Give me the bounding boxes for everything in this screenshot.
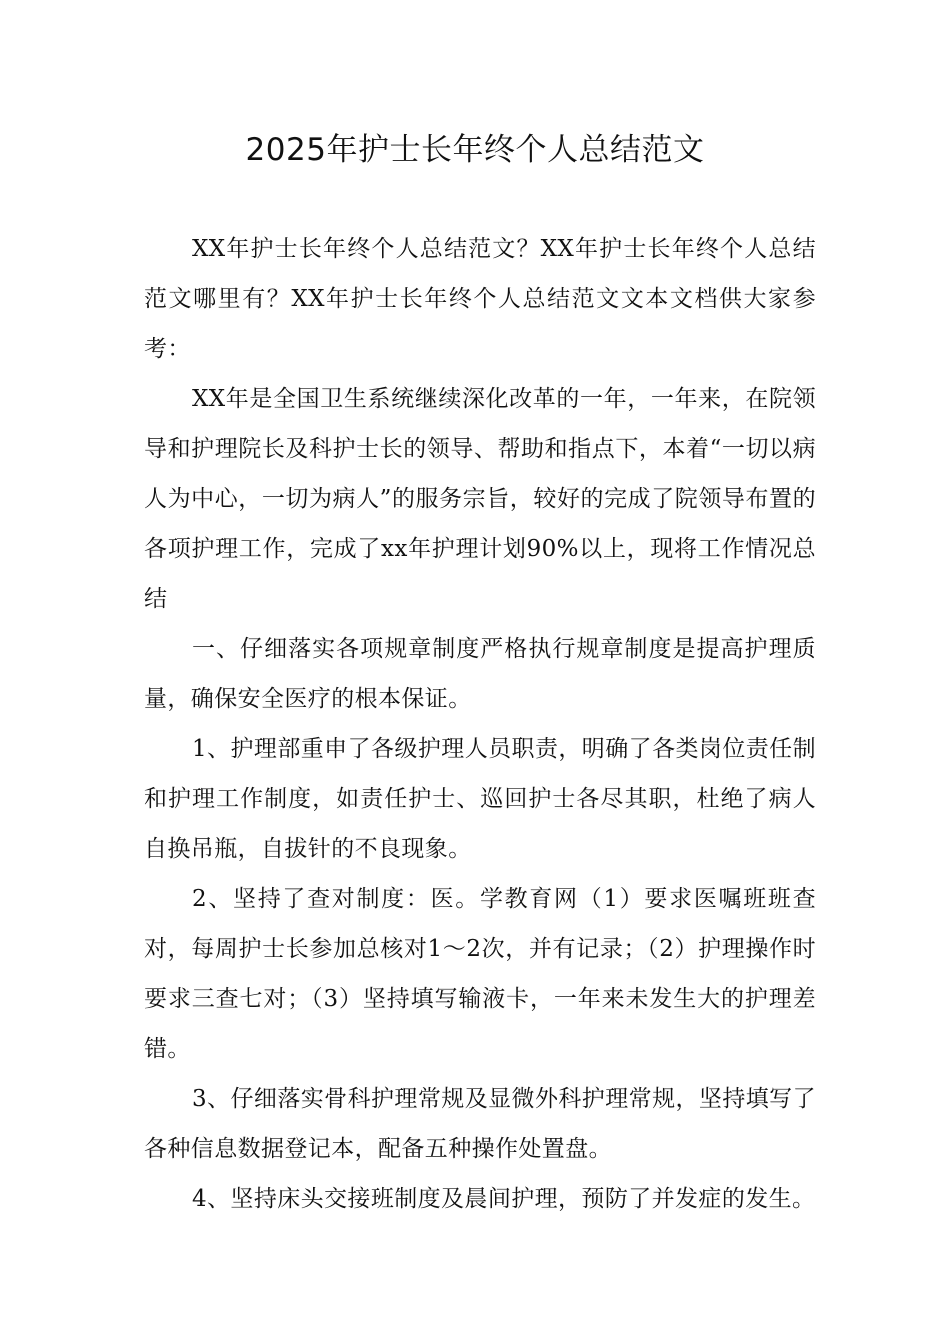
paragraph-intro: XX年护士长年终个人总结范文？XX年护士长年终个人总结范文哪里有？XX年护士长年终个人总结范文文本文档供大家参考： bbox=[144, 236, 816, 362]
paragraph-item-3: 3、仔细落实骨科护理常规及显微外科护理常规，坚持填写了各种信息数据登记本，配备五种操作处置盘。 bbox=[144, 1086, 816, 1162]
paragraph-section-1: 一、仔细落实各项规章制度严格执行规章制度是提高护理质量，确保安全医疗的根本保证。 bbox=[144, 636, 816, 712]
paragraph-item-2: 2、坚持了查对制度：医。学教育网（1）要求医嘱班班查对，每周护士长参加总核对1～2次，并有记录；（2）护理操作时要求三查七对；（3）坚持填写输液卡，一年来未发生大的护理差错。 bbox=[144, 886, 816, 1062]
document-body bbox=[144, 224, 816, 1224]
paragraph-item-4: 4、坚持床头交接班制度及晨间护理，预防了并发症的发生。 bbox=[192, 1186, 816, 1212]
document-title: 2025年护士长年终个人总结范文 bbox=[245, 132, 705, 168]
paragraph-item-1: 1、护理部重申了各级护理人员职责，明确了各类岗位责任制和护理工作制度，如责任护士、巡回护士各尽其职，杜绝了病人自换吊瓶，自拔针的不良现象。 bbox=[144, 736, 816, 862]
paragraph-overview: XX年是全国卫生系统继续深化改革的一年，一年来，在院领导和护理院长及科护士长的领导、帮助和指点下，本着“一切以病人为中心，一切为病人”的服务宗旨，较好的完成了院领导布置的各项护理工作，完成了xx年护理计划90%以上，现将工作情况总结 bbox=[144, 386, 816, 612]
